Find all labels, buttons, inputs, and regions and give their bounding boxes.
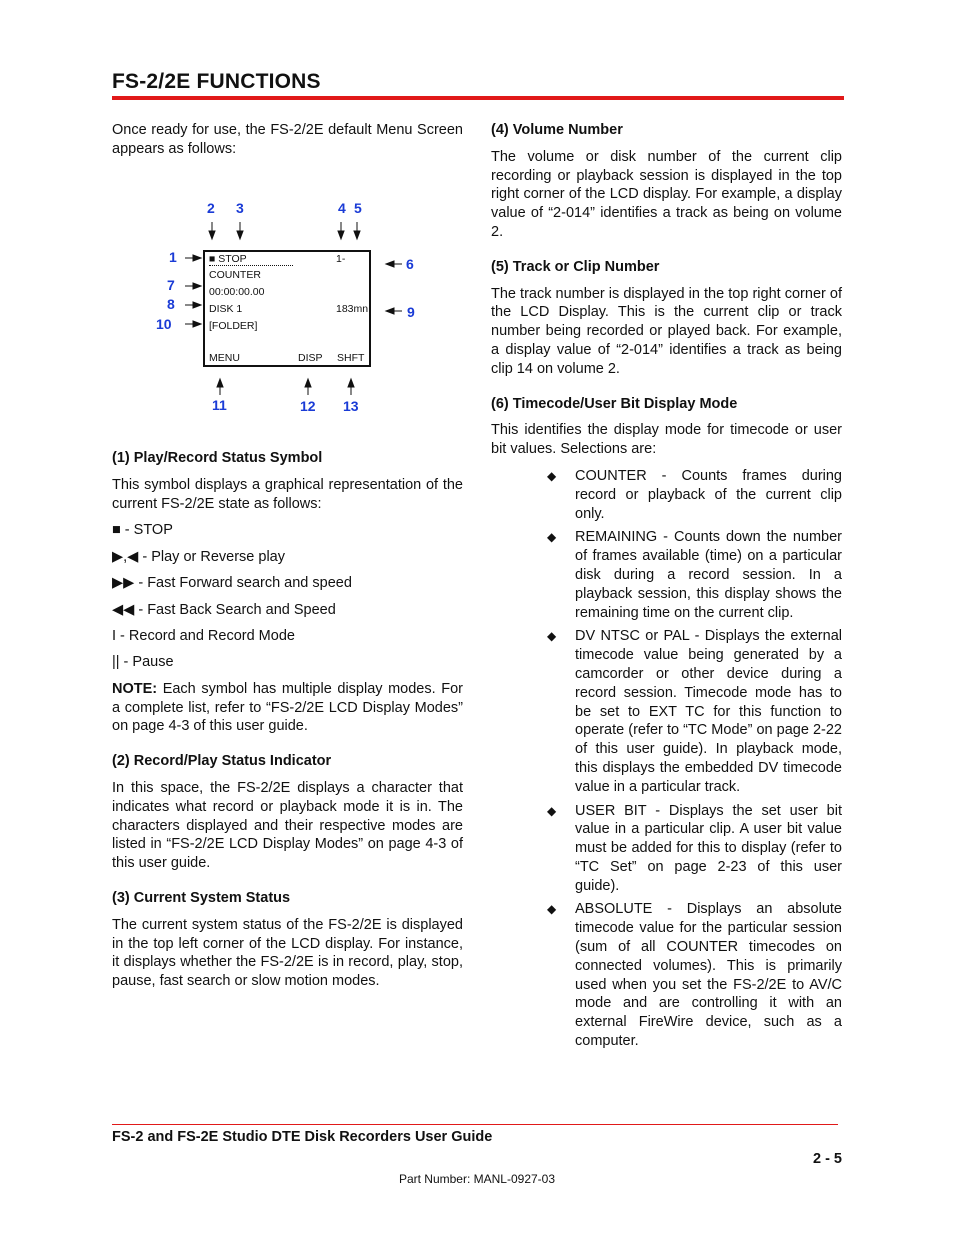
callout-1: 1: [169, 249, 177, 265]
intro-text: Once ready for use, the FS-2/2E default Menu Screen appears as follows:: [112, 122, 463, 157]
lcd-remaining: 183mn: [336, 303, 369, 315]
left-column-lower: [112, 449, 463, 999]
header-rule: [112, 96, 844, 100]
lcd-shft: SHFT: [337, 352, 365, 364]
part-number: Part Number: MANL-0927-03: [398, 1172, 556, 1186]
lcd-time: 00:00:00.00: [209, 286, 265, 298]
callout-3: 3: [236, 200, 244, 216]
heading-play-record-symbol: (1) Play/Record Status Symbol: [112, 450, 323, 466]
diamond-icon: ◆: [547, 902, 557, 917]
lcd-counter: COUNTER: [209, 269, 261, 281]
lcd-menu: MENU: [209, 352, 240, 364]
symbol-record: I - Record and Record Mode: [112, 627, 295, 644]
s3-text: The current system status of the FS-2/2E is displayed in the top left corner of the LCD display. For instance, it displays whether the FS-2/2E is in record, play, stop, pause, fast search or slow motion modes.: [112, 916, 463, 990]
list-item: ◆ DV NTSC or PAL - Displays the external timecode value being generated by a camcorder or other device during a record session. Timecode mode has to be set to EXT TC for this function to operate (refer to “TC Mode” on page 2-22 of this user guide). In playback mode, this displays the embedded DV timecode value in a particular track.: [547, 628, 842, 795]
heading-track-clip-number: (5) Track or Clip Number: [491, 258, 660, 275]
heading-current-system-status: (3) Current System Status: [112, 889, 291, 906]
s2-text: In this space, the FS-2/2E displays a character that indicates what record or playback mode it is in. The characters displayed and their respective modes are listed in “FS-2/2E LCD Display Modes” on page 4-3 of this user guide.: [112, 779, 463, 872]
diamond-icon: ◆: [547, 629, 557, 644]
s5-text: The track number is displayed in the top right corner of the LCD Display. This is the current clip or track number being recorded or played back. For example, a display value of “2-014” identifies a track as being clip 14 on volume 2.: [491, 285, 842, 377]
callout-11: 11: [212, 397, 227, 413]
symbol-stop: ■ - STOP: [112, 522, 173, 539]
heading-volume-number: (4) Volume Number: [491, 122, 623, 138]
callout-13: 13: [343, 398, 359, 414]
mode-list: [491, 467, 842, 1051]
heading-record-play-indicator: (2) Record/Play Status Indicator: [112, 753, 332, 770]
heading-timecode-display-mode: (6) Timecode/User Bit Display Mode: [491, 395, 738, 412]
diamond-icon: ◆: [547, 803, 557, 818]
list-item: ◆ ABSOLUTE - Displays an absolute timecode value for the particular session (sum of all COUNTER timecodes on connected volumes). This is primarily used when you set the FS-2/2E to AV/C mode and are controlling it with an external FireWire device, such as a computer.: [547, 901, 842, 1050]
symbol-fast-back: ◀◀ - Fast Back Search and Speed: [112, 601, 336, 618]
lcd-folder: [FOLDER]: [209, 320, 258, 332]
callout-10: 10: [156, 316, 172, 332]
callout-7: 7: [167, 277, 175, 293]
list-item: ◆ USER BIT - Displays the set user bit value in a particular clip. A user bit value must be added for this to display (refer to “TC Set” on page 2-23 of this user guide).: [547, 802, 842, 894]
note-text: Each symbol has multiple display modes. For a complete list, refer to “FS-2/2E LCD Display Modes” on page 4-3 of this user guide.: [112, 680, 463, 735]
note-paragraph: [112, 680, 463, 736]
lcd-screen: [203, 250, 371, 367]
symbol-play: ▶,◀ - Play or Reverse play: [112, 548, 285, 565]
list-item: ◆ REMAINING - Counts down the number of frames available (time) on a particular disk during a record session. In a playback session, this display shows the remaining time on the current clip.: [547, 529, 842, 621]
page-title: FS-2/2E FUNCTIONS: [112, 70, 321, 93]
callout-4: 4: [338, 200, 346, 216]
s4-text: The volume or disk number of the current clip recording or playback session is displayed in the top right corner of the LCD display. For example, a display value of “2-014” identifies a track as being on volume 2.: [491, 148, 842, 240]
callout-8: 8: [167, 296, 175, 312]
diamond-icon: ◆: [547, 530, 557, 545]
callout-12: 12: [300, 398, 316, 414]
right-column: [491, 121, 842, 1056]
callout-9: 9: [407, 304, 415, 320]
lcd-dotted-line: [209, 265, 293, 266]
list-item: ◆ COUNTER - Counts frames during record or playback of the current clip only.: [547, 467, 842, 522]
symbol-pause: || - Pause: [112, 654, 174, 671]
page-number: 2 - 5: [812, 1151, 842, 1167]
lcd-disk: DISK 1: [209, 303, 243, 315]
footer-guide-title: FS-2 and FS-2E Studio DTE Disk Recorders User Guide: [112, 1129, 493, 1145]
s6-text: This identifies the display mode for timecode or user bit values. Selections are:: [491, 422, 842, 458]
s1-text: This symbol displays a graphical representation of the current FS-2/2E state as follows:: [112, 476, 463, 512]
left-column: [112, 121, 463, 167]
note-label: NOTE:: [112, 680, 158, 697]
diamond-icon: ◆: [547, 468, 557, 483]
footer-rule: [112, 1124, 838, 1125]
callout-5: 5: [354, 200, 362, 216]
callout-6: 6: [406, 256, 414, 272]
callout-2: 2: [207, 200, 215, 216]
lcd-stop: ■ STOP: [209, 253, 247, 265]
lcd-track: 1-: [336, 253, 346, 265]
lcd-disp: DISP: [298, 352, 323, 364]
symbol-fast-forward: ▶▶ - Fast Forward search and speed: [112, 575, 352, 592]
